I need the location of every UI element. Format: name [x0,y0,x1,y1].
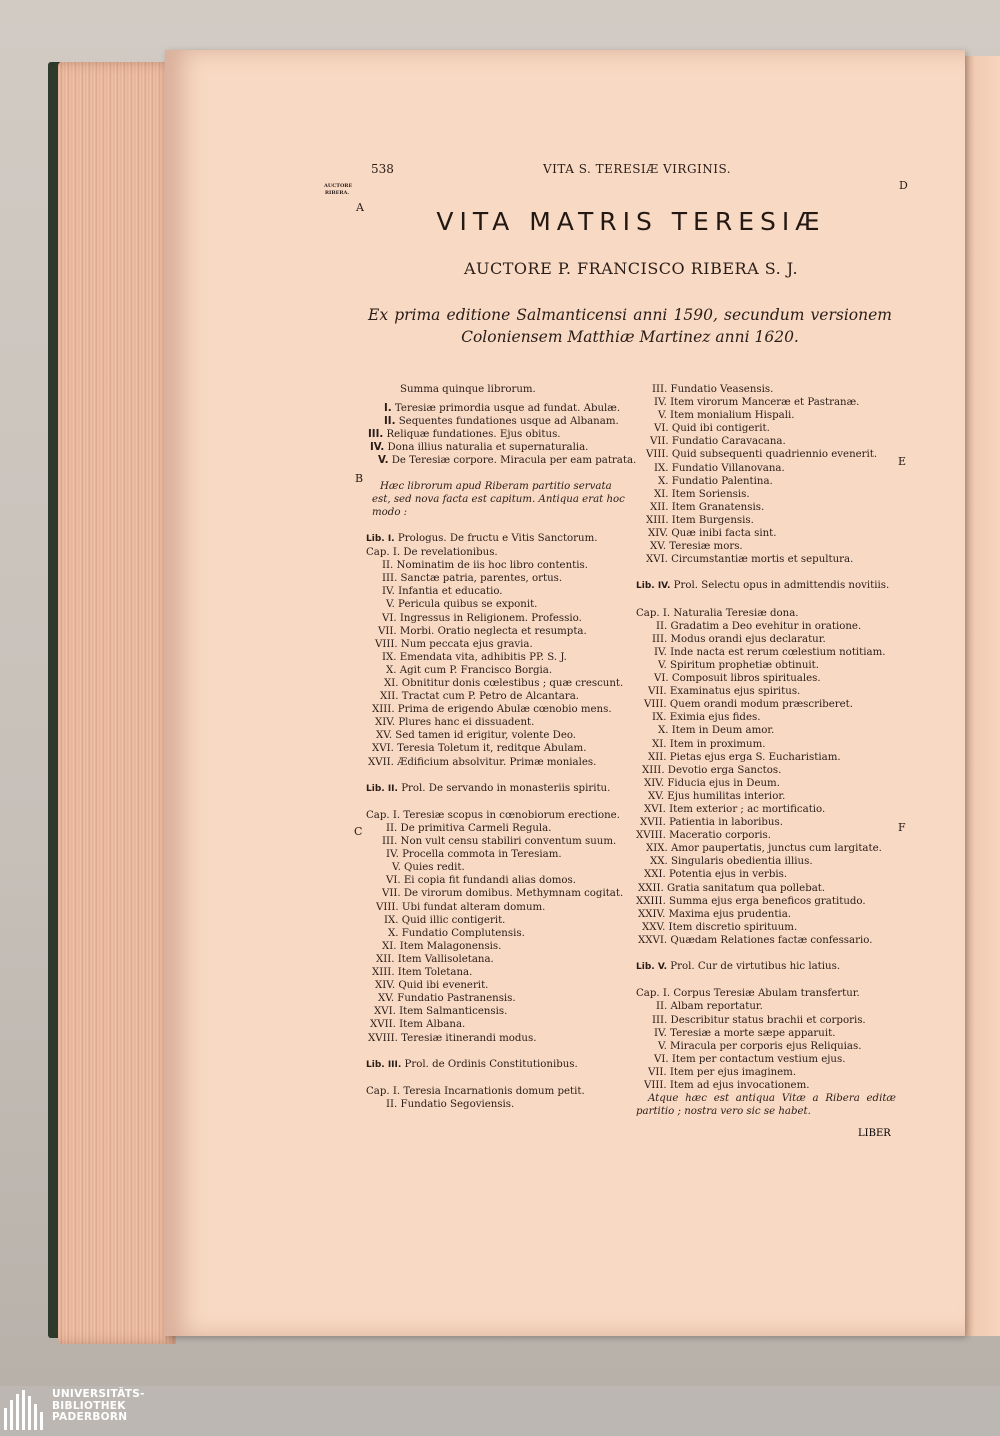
chapter-entry: XIV. Fiducia ejus in Deum. [644,777,780,789]
chapter-entry: V. Quies redit. [392,862,465,874]
chapter-entry: IV. Inde nacta est rerum cœlestium notitiam. [654,646,886,658]
chapter-entry: XII. Item Granatensis. [650,501,765,513]
chapter-entry: VII. Morbi. Oratio neglecta et resumpta. [378,625,587,637]
chapter-entry: XV. Fundatio Pastranensis. [378,993,516,1005]
chapter-entry: X. Item in Deum amor. [658,725,775,737]
chapter-entry: Cap. I. Naturalia Teresiæ dona. [636,607,799,619]
catchword: LIBER [858,1128,891,1139]
margin-letter-c: C [354,825,363,838]
book-summary-item: IV. Dona illius naturalia et supernaturalia. [370,442,589,454]
closing-note: Atque hæc est antiqua Vitæ a Ribera editæ partitio ; nostra vero sic se habet. [636,1093,896,1118]
chapter-entry: III. Modus orandi ejus declaratur. [652,633,826,645]
margin-letter-d: D [899,179,908,192]
chapter-entry: IX. Fundatio Villanovana. [654,462,785,474]
book-summary-item: V. De Teresiæ corpore. Miracula per eam patrata. [378,455,637,467]
chapter-entry: V. Miracula per corporis ejus Reliquias. [658,1040,862,1052]
chapter-entry: XX. Singularis obedientia illius. [650,856,813,868]
summary-heading: Summa quinque librorum. [400,384,536,395]
chapter-entry: XVI. Item exterior ; ac mortificatio. [644,804,826,815]
chapter-entry: XXVI. Quædam Relationes factæ confessario. [638,934,873,946]
chapter-entry: X. Fundatio Palentina. [658,475,773,487]
page-edges [58,62,176,1344]
chapter-entry: Cap. I. Teresia Incarnationis domum petit. [366,1085,585,1097]
chapter-entry: XII. Pietas ejus erga S. Eucharistiam. [648,751,841,763]
chapter-entry: XXIV. Maxima ejus prudentia. [638,908,792,920]
chapter-entry: IV. Teresiæ a morte sæpe apparuit. [654,1027,836,1039]
partition-intro: Hæc librorum apud Riberam partitio servata est, sed nova facta est capitum. Antiqua erat hoc modo : [372,480,625,518]
chapter-entry: IV. Item virorum Manceræ et Pastranæ. [654,397,860,409]
chapter-entry: X. Agit cum P. Francisco Borgia. [386,664,553,676]
lib1-heading: Lib. I. Prologus. De fructu e Vitis Sanctorum. [366,532,598,544]
chapter-entry: XIII. Prima de erigendo Abulæ cœnobio mens. [372,704,612,716]
chapter-entry: III. Describitur status brachii et corporis. [652,1014,866,1026]
edition-note: Ex prima editione Salmanticensi anni 1590, secundum versionem Coloniensem Matthiæ Martinez anni 1620. [368,306,892,346]
margin-note: AUCTORE RIBERA. [324,183,353,196]
chapter-entry: III. Fundatio Veasensis. [652,384,774,395]
chapter-entry: XVI. Teresia Toletum it, reditque Abulam. [372,743,587,755]
chapter-entry: XI. Item Soriensis. [654,488,750,500]
chapter-entry: XVIII. Teresiæ itinerandi modus. [368,1032,537,1044]
chapter-entry: XIV. Plures hanc ei dissuadent. [375,717,535,729]
chapter-entry: II. Nominatim de iis hoc libro contentis. [382,560,588,572]
chapter-entry: VII. Fundatio Caravacana. [650,436,786,448]
chapter-entry: XVII. Item Albana. [370,1019,466,1031]
chapter-entry: III. Non vult censu stabiliri conventum suum. [382,836,617,848]
chapter-entry: VII. Examinatus ejus spiritus. [648,686,801,698]
chapter-entry: IX. Eximia ejus fides. [652,712,761,724]
chapter-entry: XXV. Item discretio spirituum. [642,921,798,933]
chapter-entry: XVI. Circumstantiæ mortis et sepultura. [646,554,854,566]
chapter-entry: XXIII. Summa ejus erga beneficos gratitudo. [636,895,866,907]
book-summary-item: III. Reliquæ fundationes. Ejus obitus. [368,429,561,441]
chapter-entry: Cap. I. Corpus Teresiæ Abulam transfertur. [636,988,860,1000]
chapter-entry: II. De primitiva Carmeli Regula. [386,823,552,834]
chapter-entry: Cap. I. Teresiæ scopus in cœnobiorum erectione. [366,809,620,821]
chapter-entry: XI. Item in proximum. [652,738,766,750]
library-logo-text: UNIVERSITÄTS- BIBLIOTHEK PADERBORN [52,1388,145,1423]
chapter-entry: Cap. I. De revelationibus. [366,547,498,559]
page-number: 538 [371,162,394,176]
chapter-entry: XVII. Ædificium absolvitur. Primæ moniales. [368,756,597,768]
chapter-entry: VI. Item per contactum vestium ejus. [654,1053,846,1065]
chapter-entry: VI. Ingressus in Religionem. Professio. [382,612,582,624]
chapter-entry: XVII. Patientia in laboribus. [640,817,783,829]
chapter-entry: X. Fundatio Complutensis. [388,927,525,939]
chapter-entry: XVIII. Maceratio corporis. [636,830,772,842]
library-logo-icon [4,1390,44,1430]
book-summary-item: I. Teresiæ primordia usque ad fundat. Abulæ. [384,403,621,415]
chapter-entry: XIII. Devotio erga Sanctos. [642,764,782,776]
chapter-entry: VIII. Ubi fundat alteram domum. [376,901,546,913]
page-title: VITA MATRIS TERESIÆ [436,207,826,236]
chapter-entry: VIII. Quem orandi modum præscriberet. [644,699,853,711]
chapter-entry: VIII. Item ad ejus invocationem. [644,1079,810,1091]
margin-letter-b: B [355,472,364,485]
lib5-heading: Lib. V. Prol. Cur de virtutibus hic latius. [636,961,841,973]
chapter-entry: XIV. Quæ inibi facta sint. [648,528,777,540]
lib4-heading: Lib. IV. Prol. Selectu opus in admittendis novitiis. [636,580,890,592]
chapter-entry: V. Pericula quibus se exponit. [386,599,538,611]
chapter-entry: II. Albam reportatur. [656,1001,763,1013]
chapter-entry: XV. Ejus humilitas interior. [648,790,786,802]
author-line: AUCTORE P. FRANCISCO RIBERA S. J. [463,259,799,278]
chapter-entry: XIII. Item Toletana. [372,967,473,979]
library-footer-bar [0,1386,1000,1436]
book-summary-item: II. Sequentes fundationes usque ad Albanam. [384,416,619,428]
chapter-entry: XIII. Item Burgensis. [646,514,754,526]
margin-letter-a: A [356,201,364,214]
chapter-entry: VI. Quid ibi contigerit. [654,423,770,435]
chapter-entry: VIII. Quid subsequenti quadriennio evenerit. [646,449,878,461]
chapter-entry: XIV. Quid ibi evenerit. [375,980,489,992]
margin-letter-f: F [898,821,906,834]
chapter-entry: IX. Emendata vita, adhibitis PP. S. J. [382,651,567,663]
chapter-entry: II. Fundatio Segoviensis. [386,1098,515,1110]
lib3-heading: Lib. III. Prol. de Ordinis Constitutionibus. [366,1058,578,1070]
chapter-entry: XI. Item Malagonensis. [382,940,502,952]
chapter-entry: IV. Procella commota in Teresiam. [386,849,562,861]
running-title: VITA S. TERESIÆ VIRGINIS. [543,162,732,176]
chapter-entry: VI. Composuit libros spirituales. [654,673,821,685]
margin-letter-e: E [898,455,907,468]
chapter-entry: VII. De virorum domibus. Methymnam cogitat. [382,888,624,900]
chapter-entry: V. Spiritum prophetiæ obtinuit. [658,659,820,671]
chapter-entry: VIII. Num peccata ejus gravia. [375,638,533,650]
right-column [636,383,898,1118]
chapter-entry: VI. Ei copia fit fundandi alias domos. [386,875,576,887]
chapter-entry: VII. Item per ejus imaginem. [648,1066,797,1078]
chapter-entry: IV. Infantia et educatio. [382,586,503,598]
chapter-entry: XI. Obnititur donis cœlestibus ; quæ crescunt. [384,677,624,689]
chapter-entry: XII. Tractat cum P. Petro de Alcantara. [380,691,580,703]
chapter-entry: XVI. Item Salmanticensis. [374,1006,508,1018]
chapter-entry: IX. Quid illic contigerit. [384,914,506,926]
chapter-entry: XII. Item Vallisoletana. [376,953,494,965]
chapter-entry: III. Sanctæ patria, parentes, ortus. [382,573,563,585]
chapter-entry: XIX. Amor paupertatis, junctus cum largitate. [646,843,882,855]
left-column [366,383,637,1111]
chapter-entry: XV. Teresiæ mors. [650,541,743,553]
chapter-entry: V. Item monialium Hispali. [658,410,795,422]
chapter-entry: XXI. Potentia ejus in verbis. [644,869,788,881]
chapter-entry: XXII. Gratia sanitatum qua pollebat. [638,882,826,894]
chapter-entry: II. Gradatim a Deo evehitur in oratione. [656,620,862,632]
lib2-heading: Lib. II. Prol. De servando in monasteriis spiritu. [366,782,611,794]
chapter-entry: XV. Sed tamen id erigitur, volente Deo. [376,730,577,742]
